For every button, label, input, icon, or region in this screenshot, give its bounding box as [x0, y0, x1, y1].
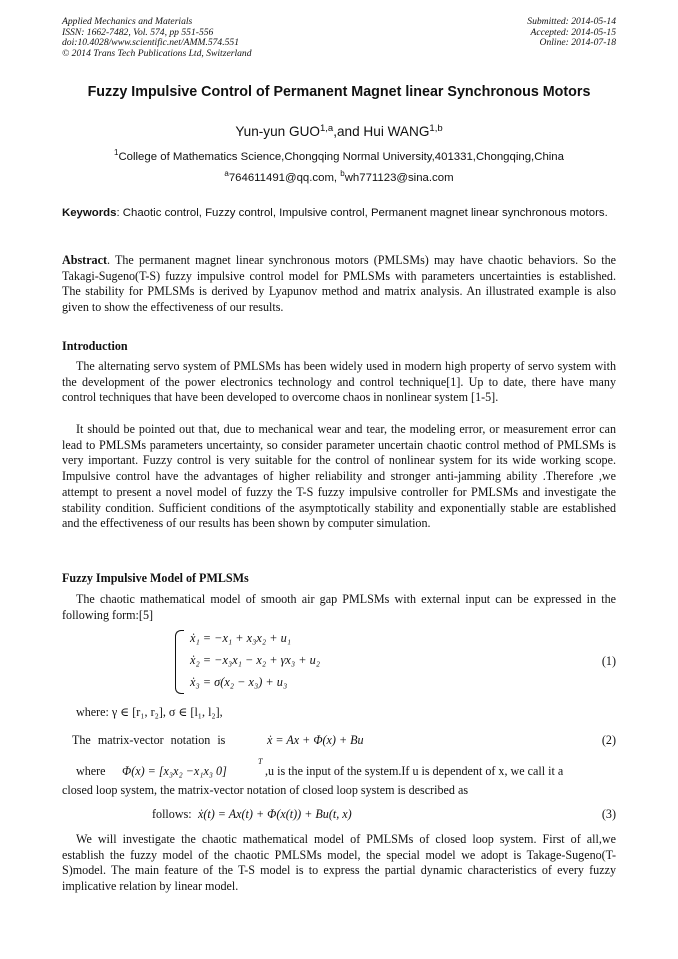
submitted-date: Submitted: 2014-05-14 — [527, 16, 616, 27]
equation-3: ẋ(t) = Ax(t) + Φ(x(t)) + Bu(t, x) — [198, 807, 352, 821]
abstract-text: . The permanent magnet linear synchronous motors (PMLSMs) may have chaotic behaviors. So the Takagi-Sugeno(T-S) fuzzy impulsive control model for PMLSMs with parameters uncertainties is established. The stability for PMLSMs is derived by Lyapunov method and matrix analysis. An illustrated example is also given to show the effectiveness of our results. — [62, 253, 616, 314]
equation-3-number: (3) — [601, 807, 616, 821]
email-b: wh771123@sina.com — [344, 172, 454, 184]
journal-info — [62, 17, 252, 59]
section-heading-model: Fuzzy Impulsive Model of PMLSMs — [62, 571, 249, 585]
phi-definition: Φ(x) = [x₃x₂ −x₁x₃ 0] — [122, 764, 227, 778]
email-a: 764611491@qq.com, — [228, 172, 341, 184]
keywords — [62, 206, 616, 221]
journal-name: Applied Mechanics and Materials — [62, 16, 193, 27]
submission-dates — [527, 17, 616, 49]
affiliation-mark: 1 — [114, 148, 119, 157]
equation-1-number: (1) — [601, 654, 616, 668]
author-1-affil: 1,a — [319, 123, 334, 134]
email-mark-a: a — [224, 169, 229, 178]
author-1: Yun-yun GUO — [235, 124, 320, 139]
closed-loop-description: closed loop system, the matrix-vector notation of closed loop system is described as — [62, 783, 469, 797]
doi-line: doi:10.4028/www.scientific.net/AMM.574.551 — [62, 37, 240, 49]
input-description: ,u is the input of the system.If u is dependent of x, we call it a — [265, 764, 564, 778]
equation-1-line-1: ẋ₁ = −x₁ + x₃x₂ + u₁ — [190, 631, 291, 645]
paper-title: Fuzzy Impulsive Control of Permanent Magnet linear Synchronous Motors — [87, 84, 591, 100]
affiliation-text: College of Mathematics Science,Chongqing Normal University,401331,Chongqing,China — [118, 151, 564, 163]
email-mark-b: b — [340, 169, 345, 178]
equation-2-number: (2) — [601, 733, 616, 747]
equation-2-intro: The matrix-vector notation is — [72, 733, 226, 747]
section-heading-introduction: Introduction — [62, 339, 128, 353]
equation-brace — [175, 630, 184, 694]
model-paragraph-1: The chaotic mathematical model of smooth air gap PMLSMs with external input can be expressed in the following form:[5] — [62, 592, 616, 622]
author-emails — [62, 171, 616, 185]
equation-3-intro: follows: — [152, 807, 192, 821]
online-date: Online: 2014-07-18 — [539, 37, 616, 49]
equation-2: ẋ = Ax + Φ(x) + Bu — [267, 733, 364, 747]
transpose-mark: T — [258, 757, 263, 766]
author-2-affil: 1,b — [429, 123, 443, 134]
author-list — [62, 124, 616, 140]
copyright-line: © 2014 Trans Tech Publications Ltd, Switzerland — [62, 47, 252, 59]
accepted-date: Accepted: 2014-05-15 — [530, 26, 616, 38]
author-2: ,and Hui WANG — [333, 124, 430, 139]
where-parameters: where: γ ∈ [r₁, r₂], σ ∈ [l₁, l₂], — [76, 705, 223, 719]
intro-paragraph-2: It should be pointed out that, due to mechanical wear and tear, the modeling error, or measurement error can lead to PMLSMs parameters uncertainty, so consider parameter uncertain chaotic control method of PMLSMs is very important. Fuzzy control is very suitable for the control of nonlinear system for its wide working scope. Impulsive control have the advantages of higher reliability and stronger anti-jamming ability .Therefore ,we attempt to present a novel model of fuzzy the T-S fuzzy impulsive controller for PMLSMs and investigate the stability condition. Sufficient conditions of the asymptotically stability and exponentially stable are established and the effectiveness of our results has been shown by computer simulation. — [62, 422, 616, 531]
keywords-text: : Chaotic control, Fuzzy control, Impulsive control, Permanent magnet linear synchronous motors. — [116, 207, 608, 219]
model-paragraph-2: We will investigate the chaotic mathematical model of PMLSMs of closed loop system. First of all,we establish the fuzzy model of the chaotic PMLSMs model, the special model we adopt is Takage-Sugeno(T-S)model. The main feature of the T-S model is to express the partial dynamic characteristics of every fuzzy implicative relation by linear model. — [62, 832, 616, 894]
issn-line: ISSN: 1662-7482, Vol. 574, pp 551-556 — [62, 26, 214, 38]
affiliation — [62, 150, 616, 164]
intro-paragraph-1: The alternating servo system of PMLSMs has been widely used in modern high property of servo system with the development of the power electronics technology and control technique[1]. Up to date, there have many control techniques that have been developed to overcome chaos in nonlinear system [1-5]. — [62, 359, 616, 405]
abstract-label: Abstract — [62, 253, 108, 267]
keywords-label: Keywords — [62, 207, 117, 219]
equation-1-line-3: ẋ₃ = σ(x₂ − x₃) + u₃ — [190, 675, 288, 689]
equation-1-line-2: ẋ₂ = −x₃x₁ − x₂ + γx₃ + u₂ — [190, 653, 321, 667]
where-phi-label: where — [76, 764, 106, 778]
abstract — [62, 253, 616, 315]
